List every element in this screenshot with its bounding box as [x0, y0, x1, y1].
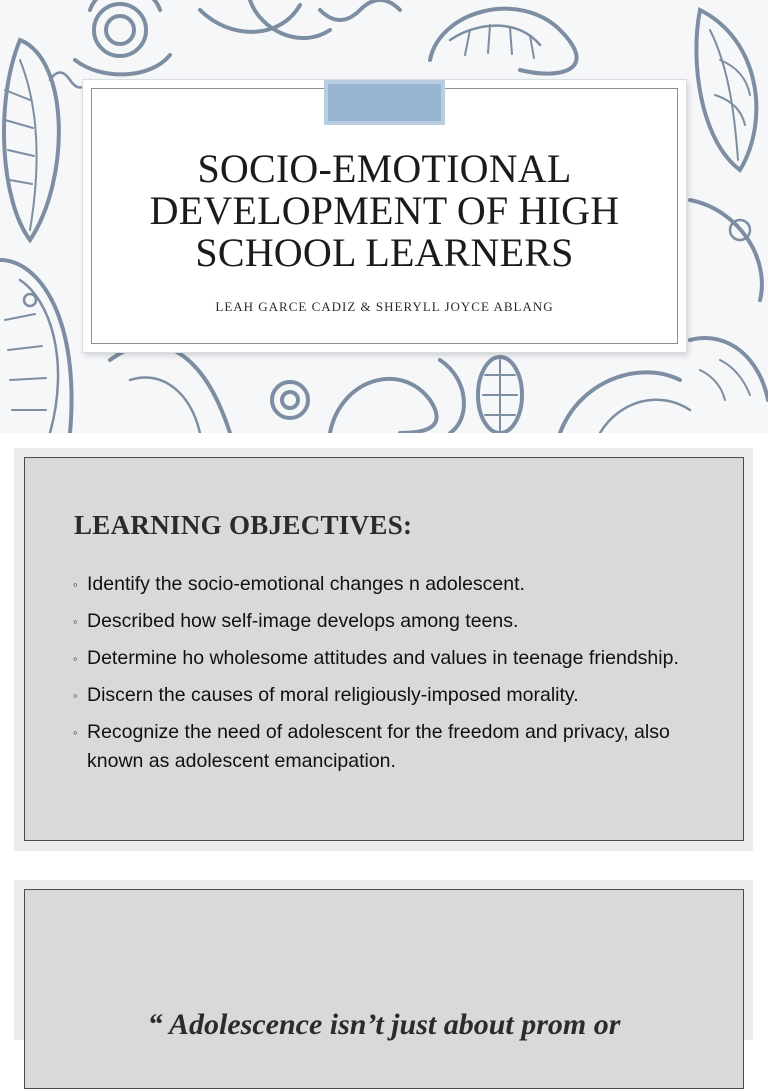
- slide-title: [103, 148, 666, 274]
- objectives-frame: [24, 457, 744, 841]
- bullet-icon: ◦: [73, 688, 78, 703]
- bullet-icon: ◦: [73, 577, 78, 592]
- objective-text: Discern the causes of moral religiously-imposed morality.: [87, 684, 579, 706]
- objectives-list: [73, 570, 693, 784]
- list-item: [73, 681, 693, 710]
- title-line: DEVELOPMENT OF HIGH: [149, 188, 620, 233]
- bullet-icon: ◦: [73, 614, 78, 629]
- list-item: [73, 607, 693, 636]
- objectives-heading: LEARNING OBJECTIVES:: [74, 510, 413, 540]
- quote-slide: [14, 880, 753, 1040]
- authors-subtitle: LEAH GARCE CADIZ & SHERYLL JOYCE ABLANG: [215, 299, 554, 314]
- list-item: [73, 570, 693, 599]
- title-slide: [0, 0, 768, 433]
- list-item: [73, 718, 693, 776]
- objectives-slide: [14, 448, 753, 851]
- accent-tab: [324, 80, 445, 125]
- title-line: SOCIO-EMOTIONAL: [197, 146, 572, 191]
- bullet-icon: ◦: [73, 651, 78, 666]
- objective-text: Identify the socio-emotional changes n adolescent.: [87, 573, 525, 595]
- objective-text: Determine ho wholesome attitudes and values in teenage friendship.: [87, 647, 679, 669]
- quote-text: “ Adolescence isn’t just about prom or: [147, 1008, 621, 1041]
- title-card: [83, 80, 686, 352]
- title-line: SCHOOL LEARNERS: [195, 230, 574, 275]
- objective-text: Described how self-image develops among teens.: [87, 610, 519, 632]
- quote-frame: [24, 889, 744, 1089]
- list-item: [73, 644, 693, 673]
- bullet-icon: ◦: [73, 725, 78, 740]
- objective-text: Recognize the need of adolescent for the freedom and privacy, also known as adolescent emancipation.: [87, 721, 670, 772]
